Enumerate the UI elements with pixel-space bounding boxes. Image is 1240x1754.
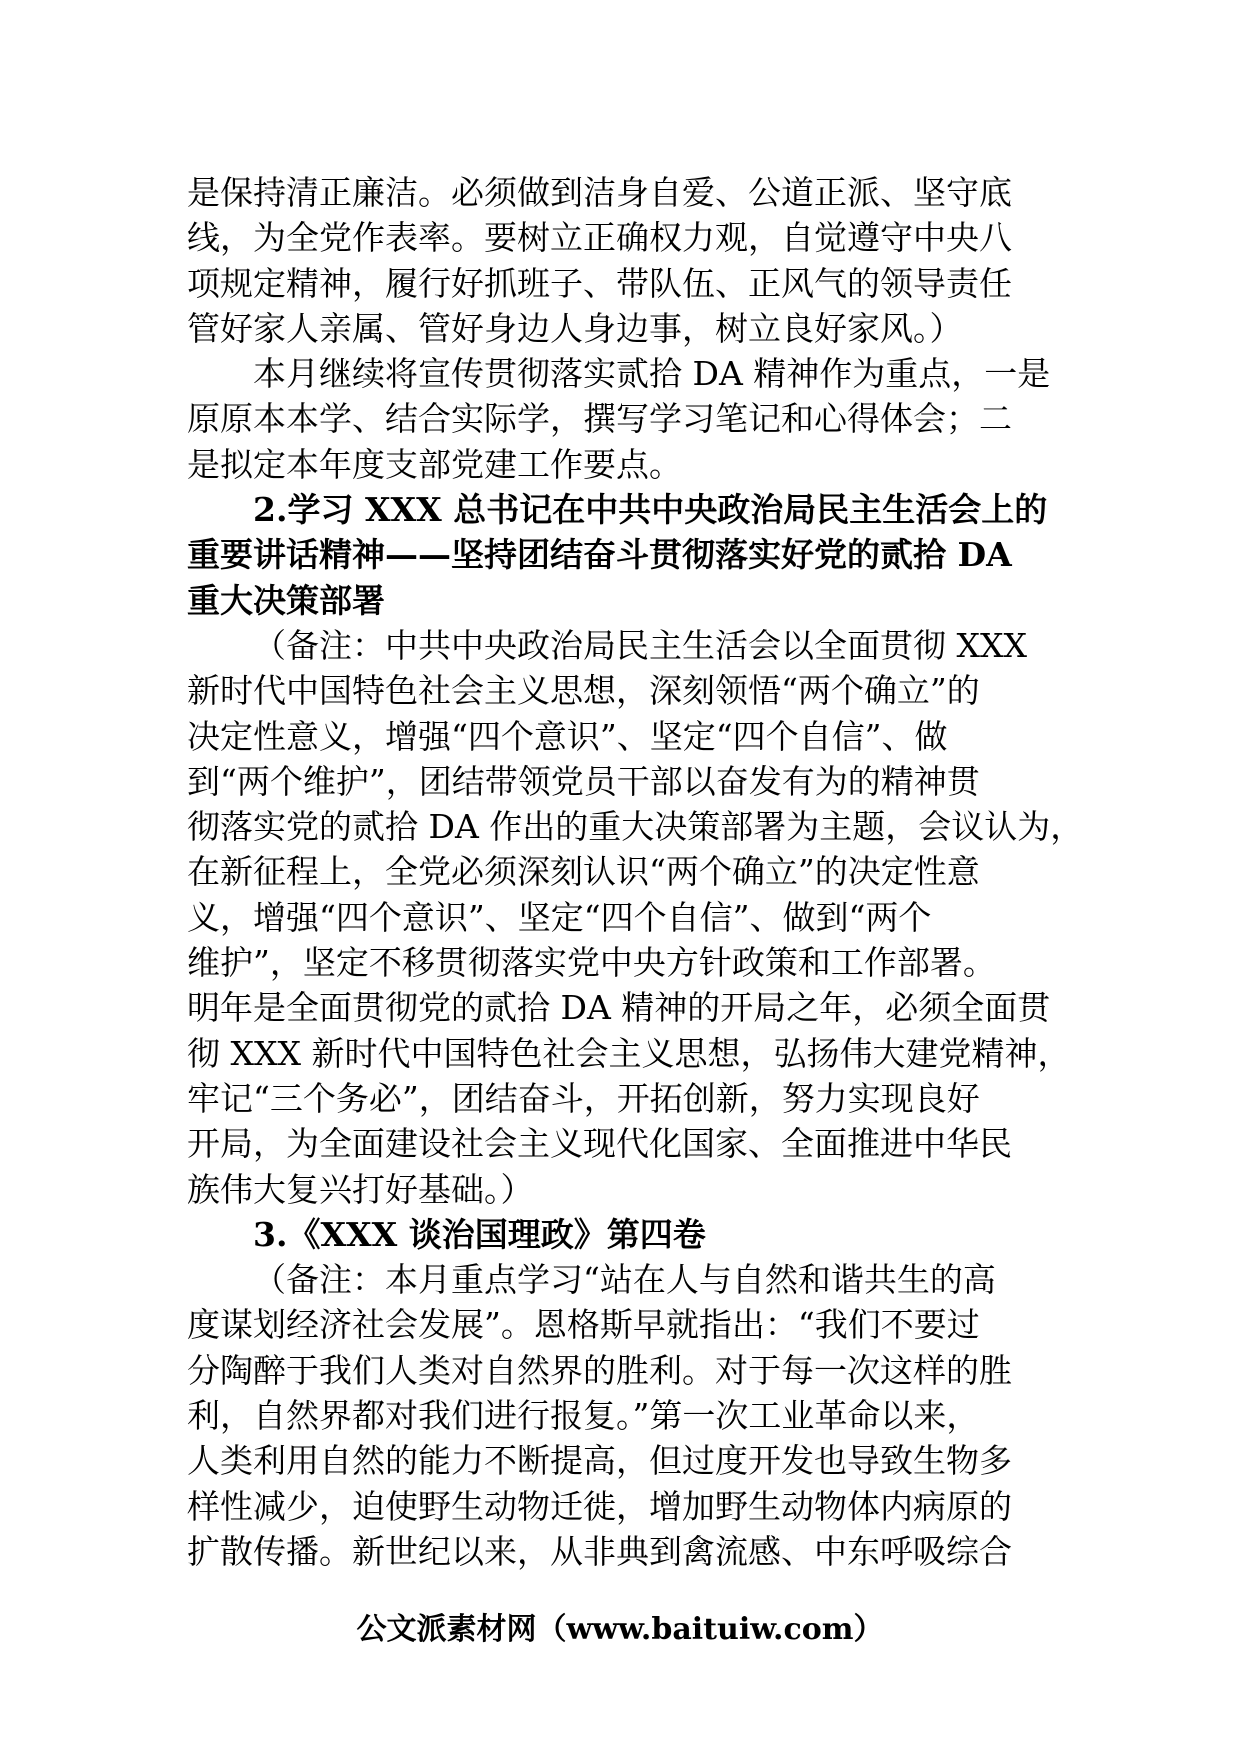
paragraph-line: 族伟大复兴打好基础。）	[187, 1169, 534, 1209]
paragraph-line: 到“两个维护”，团结带领党员干部以奋发有为的精神贯	[187, 761, 980, 801]
paragraph-line: 牢记“三个务必”，团结奋斗，开拓创新，努力实现良好	[187, 1078, 980, 1118]
paragraph-line: （备注：中共中央政治局民主生活会以全面贯彻 XXX	[253, 625, 1027, 665]
paragraph-line: 度谋划经济社会发展”。恩格斯早就指出：“我们不要过	[187, 1305, 980, 1345]
section-heading-line: 3.《XXX 谈治国理政》第四卷	[253, 1214, 706, 1254]
paragraph-line: 线，为全党作表率。要树立正确权力观，自觉遵守中央八	[187, 218, 1012, 258]
paragraph-line: 开局，为全面建设社会主义现代化国家、全面推进中华民	[187, 1124, 1012, 1164]
paragraph-line: 人类利用自然的能力不断提高，但过度开发也导致生物多	[187, 1441, 1012, 1481]
paragraph-line: 在新征程上，全党必须深刻认识“两个确立”的决定性意	[187, 852, 980, 892]
paragraph-line: 彻 XXX 新时代中国特色社会主义思想，弘扬伟大建党精神，	[187, 1033, 1071, 1073]
paragraph-line: 维护”，坚定不移贯彻落实党中央方针政策和工作部署。	[187, 943, 996, 983]
paragraph-line: 利，自然界都对我们进行报复。”第一次工业革命以来，	[187, 1396, 980, 1436]
section-heading-line: 重大决策部署	[187, 580, 385, 620]
paragraph-line: 明年是全面贯彻党的贰拾 DA 精神的开局之年，必须全面贯	[187, 988, 1051, 1028]
page-footer: 公文派素材网（www.baituiw.com）	[356, 1612, 884, 1647]
paragraph-line: 彻落实党的贰拾 DA 作出的重大决策部署为主题，会议认为，	[187, 807, 1084, 847]
paragraph-line: 原原本本学、结合实际学，撰写学习笔记和心得体会；二	[187, 399, 1012, 439]
paragraph-line: 是拟定本年度支部党建工作要点。	[187, 444, 682, 484]
section-heading-line: 重要讲话精神——坚持团结奋斗贯彻落实好党的贰拾 DA	[187, 535, 1012, 575]
section-heading-line: 2.学习 XXX 总书记在中共中央政治局民主生活会上的	[253, 490, 1048, 530]
paragraph-line: 分陶醉于我们人类对自然界的胜利。对于每一次这样的胜	[187, 1350, 1012, 1390]
paragraph-line: 决定性意义，增强“四个意识”、坚定“四个自信”、做	[187, 716, 948, 756]
paragraph-line: 样性减少，迫使野生动物迁徙，增加野生动物体内病原的	[187, 1486, 1012, 1526]
paragraph-line: 项规定精神，履行好抓班子、带队伍、正风气的领导责任	[187, 263, 1012, 303]
paragraph-line: 管好家人亲属、管好身边人身边事，树立良好家风。）	[187, 308, 963, 348]
paragraph-line: （备注：本月重点学习“站在人与自然和谐共生的高	[253, 1260, 996, 1300]
paragraph-line: 是保持清正廉洁。必须做到洁身自爱、公道正派、坚守底	[187, 173, 1012, 212]
paragraph-line: 本月继续将宣传贯彻落实贰拾 DA 精神作为重点，一是	[253, 354, 1051, 394]
paragraph-line: 义，增强“四个意识”、坚定“四个自信”、做到“两个	[187, 897, 932, 937]
paragraph-line: 扩散传播。新世纪以来，从非典到禽流感、中东呼吸综合	[187, 1531, 1012, 1571]
paragraph-line: 新时代中国特色社会主义思想，深刻领悟“两个确立”的	[187, 671, 980, 711]
document-body	[187, 170, 1092, 1574]
